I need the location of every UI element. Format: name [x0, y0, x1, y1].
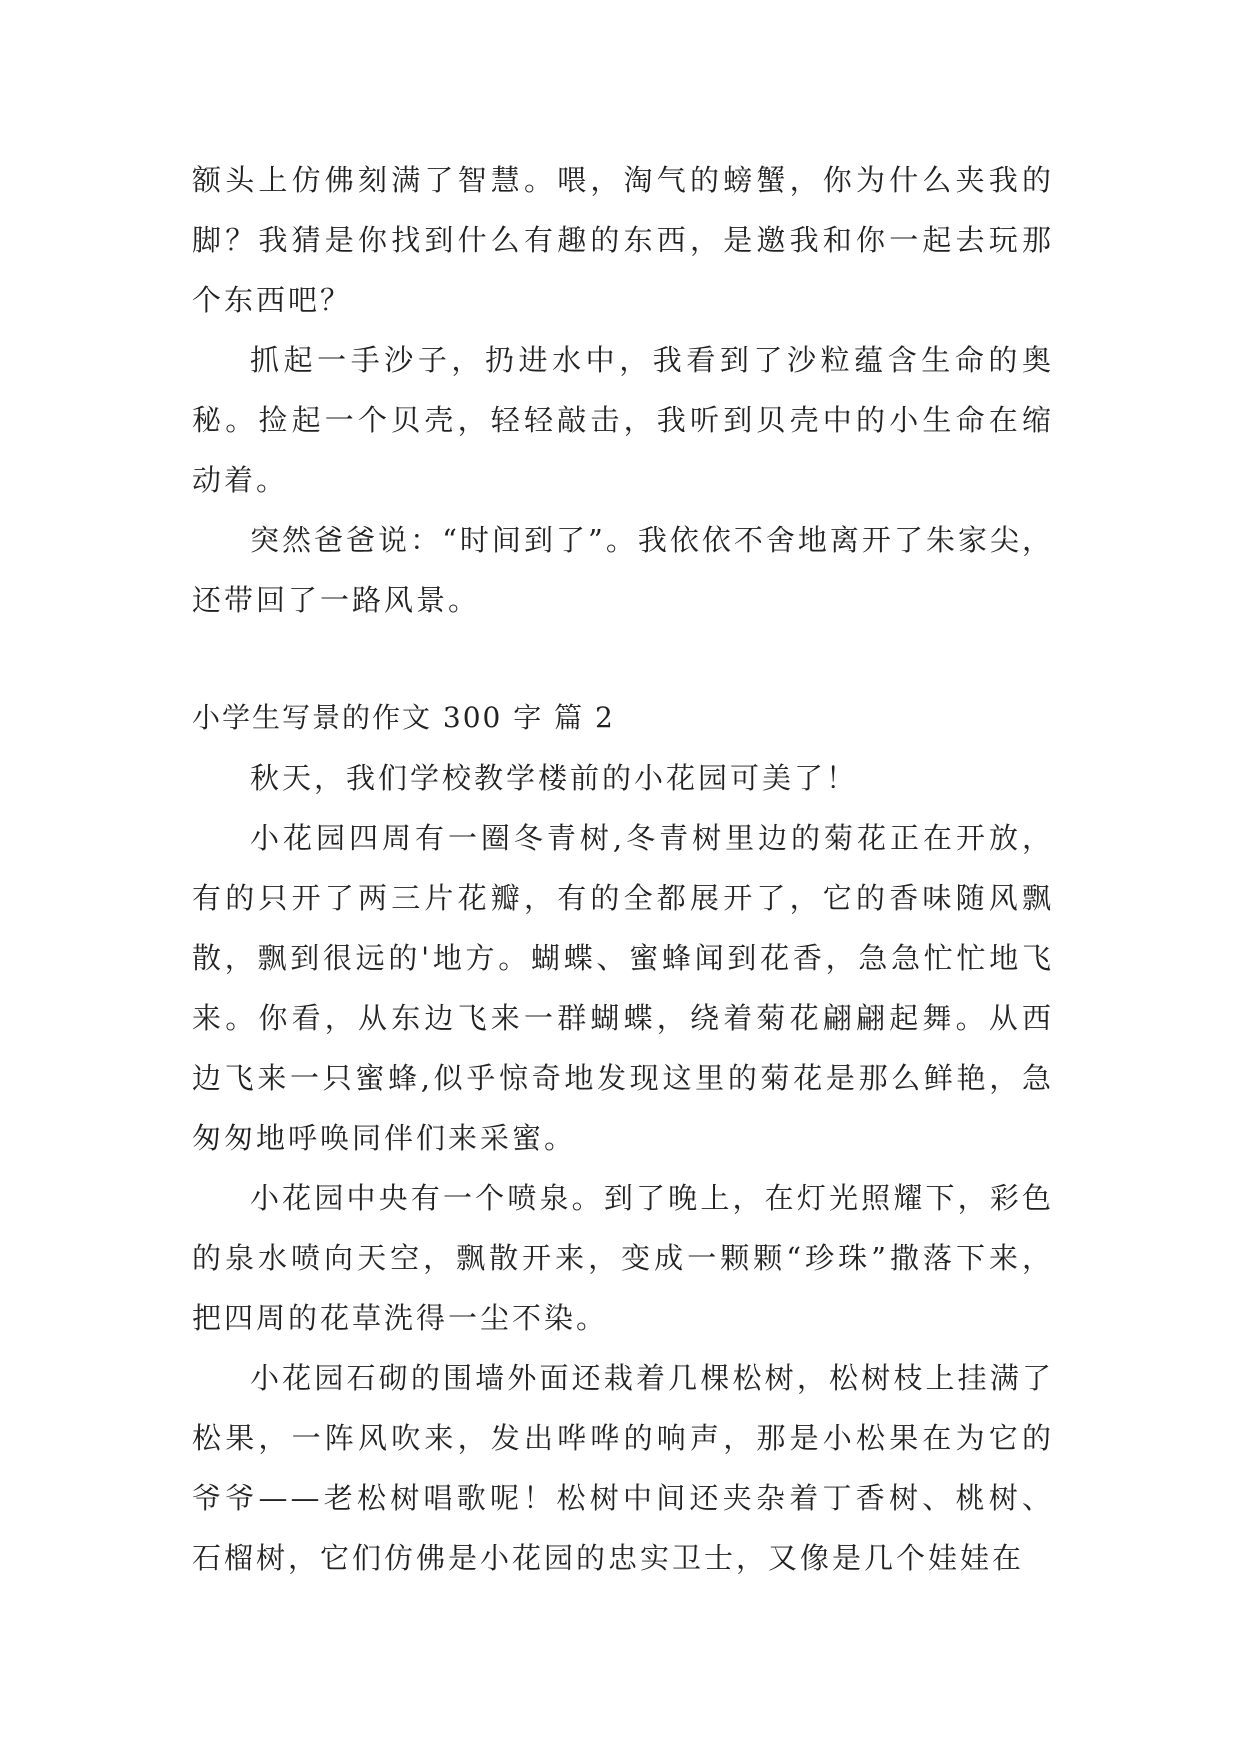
paragraph: 抓起一手沙子，扔进水中，我看到了沙粒蕴含生命的奥秘。捡起一个贝壳，轻轻敲击，我听到贝壳中的小生命在缩动着。 — [192, 343, 1054, 497]
paragraph: 额头上仿佛刻满了智慧。喂，淘气的螃蟹，你为什么夹我的脚？我猜是你找到什么有趣的东西，是邀我和你一起去玩那个东西吧？ — [192, 163, 1054, 317]
paragraph: 小花园石砌的围墙外面还栽着几棵松树，松树枝上挂满了松果，一阵风吹来，发出哗哗的响声，那是小松果在为它的爷爷——老松树唱歌呢！松树中间还夹杂着丁香树、桃树、石榴树，它们仿佛是小花园的忠实卫士，又像是几个娃娃在 — [192, 1361, 1054, 1575]
paragraph: 小花园四周有一圈冬青树,冬青树里边的菊花正在开放，有的只开了两三片花瓣，有的全都展开了，它的香味随风飘散，飘到很远的'地方。蝴蝶、蜜蜂闻到花香，急急忙忙地飞来。你看，从东边飞来一群蝴蝶，绕着菊花翩翩起舞。从西边飞来一只蜜蜂,似乎惊奇地发现这里的菊花是那么鲜艳，急匆匆地呼唤同伴们来采蜜。 — [192, 821, 1054, 1155]
document-page — [192, 150, 1054, 1588]
paragraph: 突然爸爸说：“时间到了”。我依依不舍地离开了朱家尖，还带回了一路风景。 — [192, 523, 1054, 617]
section-title: 小学生写景的作文 300 字 篇 2 — [192, 701, 615, 734]
paragraph: 小花园中央有一个喷泉。到了晚上，在灯光照耀下，彩色的泉水喷向天空，飘散开来，变成一颗颗“珍珠”撒落下来，把四周的花草洗得一尘不染。 — [192, 1181, 1054, 1335]
paragraph: 秋天，我们学校教学楼前的小花园可美了！ — [250, 761, 859, 795]
